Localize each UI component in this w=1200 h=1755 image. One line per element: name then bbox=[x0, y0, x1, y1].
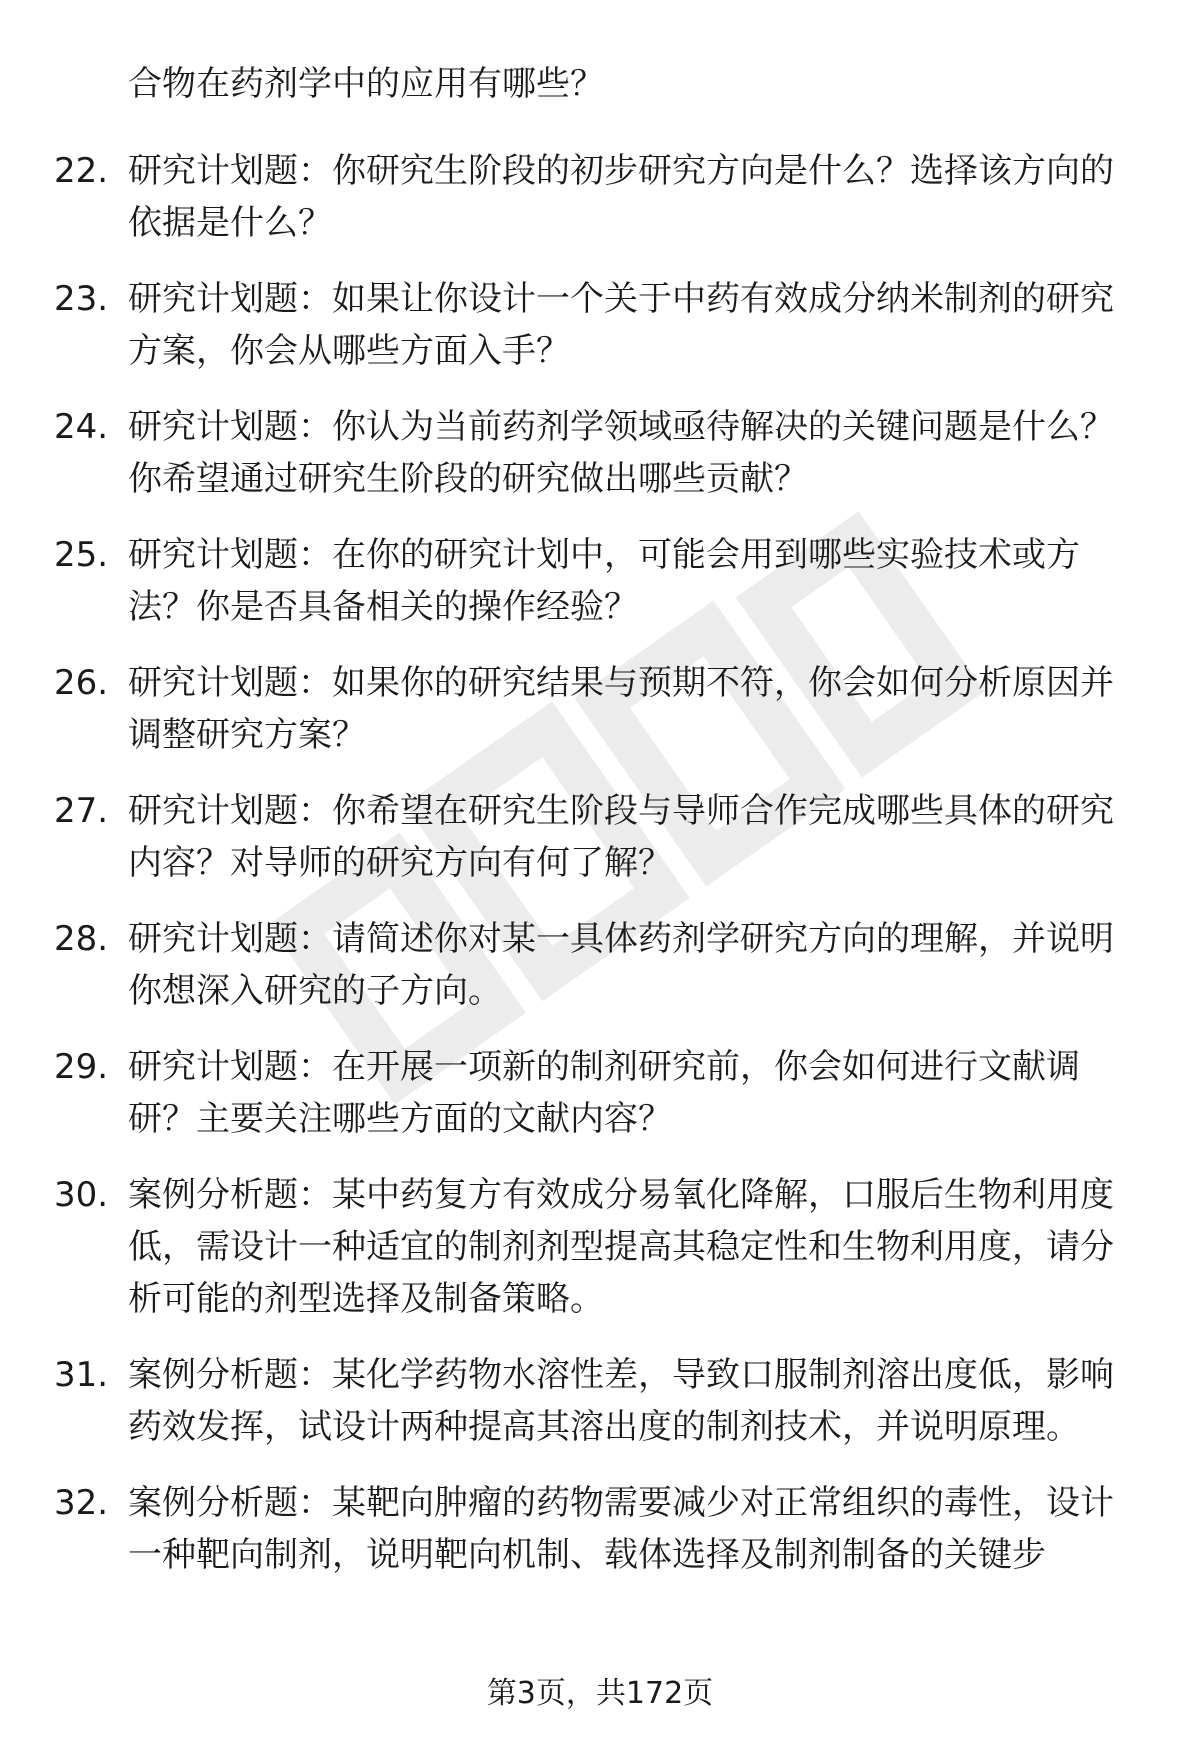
question-item bbox=[0, 913, 1200, 1017]
question-text: 案例分析题：某化学药物水溶性差，导致口服制剂溶出度低，影响药效发挥，试设计两种提高其溶出度的制剂技术，并说明原理。 bbox=[128, 1355, 1114, 1447]
question-text: 案例分析题：某中药复方有效成分易氧化降解，口服后生物利用度低，需设计一种适宜的制剂剂型提高其稳定性和生物利用度，请分析可能的剂型选择及制备策略。 bbox=[128, 1175, 1114, 1319]
question-number: 24. bbox=[54, 407, 109, 447]
question-list bbox=[0, 145, 1200, 1605]
question-text: 研究计划题：请简述你对某一具体药剂学研究方向的理解，并说明你想深入研究的子方向。 bbox=[128, 919, 1114, 1011]
question-number: 31. bbox=[54, 1355, 109, 1395]
question-item bbox=[0, 657, 1200, 761]
question-item bbox=[0, 1477, 1200, 1581]
question-item bbox=[0, 1041, 1200, 1145]
question-number: 23. bbox=[54, 279, 109, 319]
question-text: 研究计划题：如果让你设计一个关于中药有效成分纳米制剂的研究方案，你会从哪些方面入手？ bbox=[128, 279, 1114, 371]
question-number: 28. bbox=[54, 919, 109, 959]
question-number: 25. bbox=[54, 535, 109, 575]
question-item bbox=[0, 529, 1200, 633]
question-item bbox=[0, 1349, 1200, 1453]
question-text: 研究计划题：在开展一项新的制剂研究前，你会如何进行文献调研？主要关注哪些方面的文献内容？ bbox=[128, 1047, 1080, 1139]
question-text: 研究计划题：你认为当前药剂学领域亟待解决的关键问题是什么？你希望通过研究生阶段的研究做出哪些贡献？ bbox=[128, 407, 1114, 499]
question-item bbox=[0, 1169, 1200, 1325]
question-number: 30. bbox=[54, 1175, 109, 1215]
question-number: 27. bbox=[54, 791, 109, 831]
continuation-text: 合物在药剂学中的应用有哪些？ bbox=[128, 64, 604, 104]
question-number: 29. bbox=[54, 1047, 109, 1087]
page-footer: 第3页，共172页 bbox=[486, 1676, 714, 1711]
question-text: 研究计划题：如果你的研究结果与预期不符，你会如何分析原因并调整研究方案？ bbox=[128, 663, 1114, 755]
question-number: 22. bbox=[54, 151, 109, 191]
question-text: 案例分析题：某靶向肿瘤的药物需要减少对正常组织的毒性，设计一种靶向制剂，说明靶向机制、载体选择及制剂制备的关键步 bbox=[128, 1483, 1114, 1575]
question-text: 研究计划题：你研究生阶段的初步研究方向是什么？选择该方向的依据是什么？ bbox=[128, 151, 1114, 243]
question-text: 研究计划题：在你的研究计划中，可能会用到哪些实验技术或方法？你是否具备相关的操作经验？ bbox=[128, 535, 1080, 627]
question-number: 26. bbox=[54, 663, 109, 703]
question-item bbox=[0, 785, 1200, 889]
question-item bbox=[0, 273, 1200, 377]
question-number: 32. bbox=[54, 1483, 109, 1523]
question-item bbox=[0, 145, 1200, 249]
question-item bbox=[0, 401, 1200, 505]
question-text: 研究计划题：你希望在研究生阶段与导师合作完成哪些具体的研究内容？对导师的研究方向有何了解？ bbox=[128, 791, 1114, 883]
